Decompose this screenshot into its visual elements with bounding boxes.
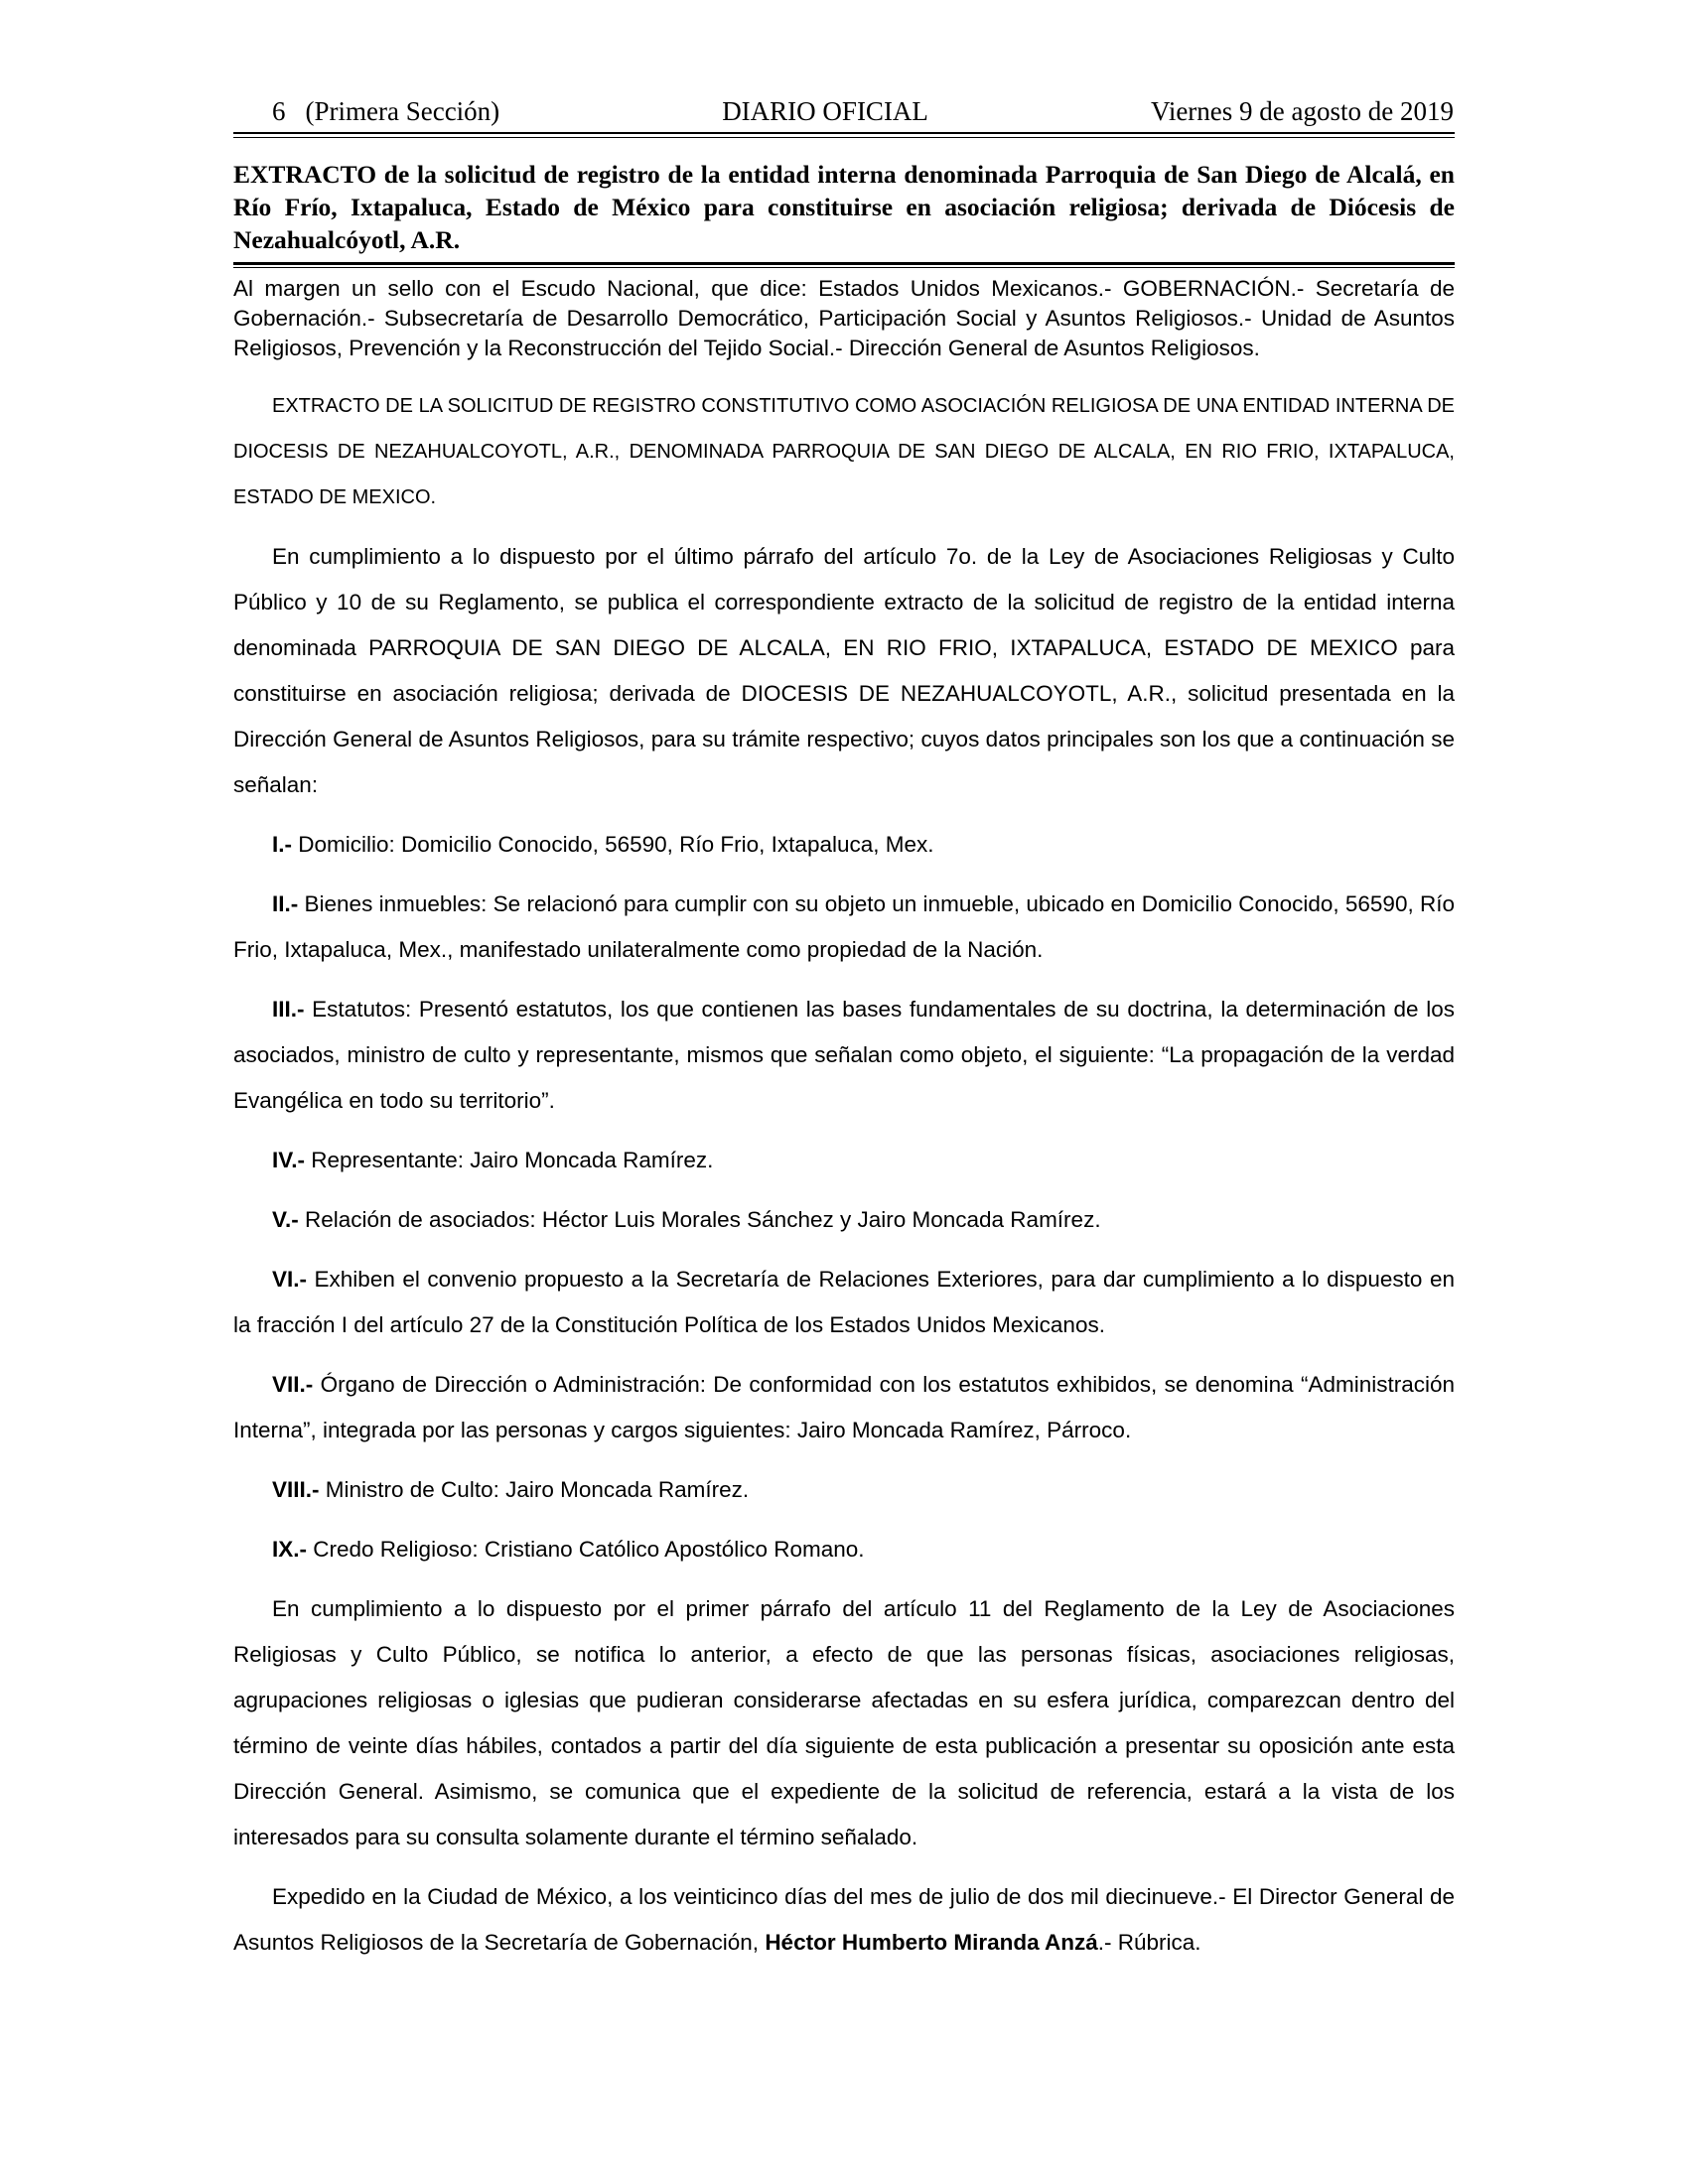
- document-page: [233, 94, 1455, 1966]
- item-number: I.-: [272, 832, 292, 857]
- section-label: (Primera Sección): [305, 96, 500, 126]
- signature-closing: .- Rúbrica.: [1097, 1930, 1201, 1955]
- item-number: VII.-: [272, 1372, 314, 1397]
- item-number: IX.-: [272, 1537, 308, 1562]
- item-number: III.-: [272, 997, 305, 1022]
- item-text: Bienes inmuebles: Se relacionó para cumplir con su objeto un inmueble, ubicado en Domicilio Conocido, 56590, Río Frio, Ixtapaluca, Mex., manifestado unilateralmente como propiedad de la Nación.: [233, 891, 1455, 962]
- list-item: [233, 1527, 1455, 1572]
- item-text: Estatutos: Presentó estatutos, los que contienen las bases fundamentales de su doctrina, la determinación de los asociados, ministro de culto y representante, mismos que señalan como objeto, el siguiente: “La propagación de la verdad Evangélica en todo su territorio”.: [233, 997, 1455, 1113]
- list-item: [233, 822, 1455, 868]
- page-number: 6: [272, 96, 286, 126]
- item-text: Órgano de Dirección o Administración: De conformidad con los estatutos exhibidos, se denomina “Administración Interna”, integrada por las personas y cargos siguientes: Jairo Moncada Ramírez, Párroco.: [233, 1372, 1455, 1442]
- list-item: [233, 1362, 1455, 1453]
- item-number: II.-: [272, 891, 299, 916]
- item-text: Ministro de Culto: Jairo Moncada Ramírez.: [319, 1477, 750, 1502]
- list-item: [233, 987, 1455, 1124]
- item-text: Relación de asociados: Héctor Luis Morales Sánchez y Jairo Moncada Ramírez.: [298, 1207, 1101, 1232]
- signature-paragraph: [233, 1874, 1455, 1966]
- item-text: Exhiben el convenio propuesto a la Secretaría de Relaciones Exteriores, para dar cumplimiento a lo dispuesto en la fracción I del artículo 27 de la Constitución Política de los Estados Unidos Mexicanos.: [233, 1267, 1455, 1337]
- page-header: [233, 94, 1454, 132]
- list-item: [233, 882, 1455, 973]
- publication-date: Viernes 9 de agosto de 2019: [1150, 96, 1454, 126]
- list-item: [233, 1197, 1455, 1243]
- document-title: EXTRACTO de la solicitud de registro de la entidad interna denominada Parroquia de San Diego de Alcalá, en Río Frío, Ixtapaluca, Estado de México para constituirse en asociación religiosa; derivada de Diócesis de Nezahualcóyotl, A.R.: [233, 160, 1455, 254]
- item-text: Credo Religioso: Cristiano Católico Apostólico Romano.: [307, 1537, 865, 1562]
- signature-text: Expedido en la Ciudad de México, a los veinticinco días del mes de julio de dos mil diecinueve.- El Director General de Asuntos Religiosos de la Secretaría de Gobernación,: [233, 1884, 1455, 1955]
- intro-paragraph: En cumplimiento a lo dispuesto por el último párrafo del artículo 7o. de la Ley de Asociaciones Religiosas y Culto Público y 10 de su Reglamento, se publica el correspondiente extracto de la solicitud de registro de la entidad interna denominada PARROQUIA DE SAN DIEGO DE ALCALA, EN RIO FRIO, IXTAPALUCA, ESTADO DE MEXICO para constituirse en asociación religiosa; derivada de DIOCESIS DE NEZAHUALCOYOTL, A.R., solicitud presentada en la Dirección General de Asuntos Religiosos, para su trámite respectivo; cuyos datos principales son los que a continuación se señalan:: [233, 544, 1455, 797]
- items-list: [233, 822, 1455, 1572]
- item-number: V.-: [272, 1207, 299, 1232]
- list-item: [233, 1257, 1455, 1348]
- header-rule: [233, 132, 1455, 138]
- signer-name: Héctor Humberto Miranda Anzá: [765, 1930, 1098, 1955]
- item-number: IV.-: [272, 1148, 305, 1172]
- closing-paragraph: En cumplimiento a lo dispuesto por el primer párrafo del artículo 11 del Reglamento de la Ley de Asociaciones Religiosas y Culto Público, se notifica lo anterior, a efecto de que las personas físicas, asociaciones religiosas, agrupaciones religiosas o iglesias que pudieran considerarse afectadas en su esfera jurídica, comparezcan dentro del término de veinte días hábiles, contados a partir del día siguiente de esta publicación a presentar su oposición ante esta Dirección General. Asimismo, se comunica que el expediente de la solicitud de referencia, estará a la vista de los interesados para su consulta solamente durante el término señalado.: [233, 1596, 1455, 1849]
- item-number: VI.-: [272, 1267, 308, 1292]
- item-text: Domicilio: Domicilio Conocido, 56590, Río Frio, Ixtapaluca, Mex.: [292, 832, 934, 857]
- title-rule: [233, 262, 1455, 268]
- margin-note: Al margen un sello con el Escudo Nacional, que dice: Estados Unidos Mexicanos.- GOBERNACIÓN.- Secretaría de Gobernación.- Subsecretaría de Desarrollo Democrático, Participación Social y Asuntos Religiosos.- Unidad de Asuntos Religiosos, Prevención y la Reconstrucción del Tejido Social.- Dirección General de Asuntos Religiosos.: [233, 276, 1455, 360]
- item-text: Representante: Jairo Moncada Ramírez.: [304, 1148, 714, 1172]
- list-item: [233, 1467, 1455, 1513]
- header-left: [272, 94, 499, 128]
- publication-name: DIARIO OFICIAL: [722, 96, 928, 126]
- item-number: VIII.-: [272, 1477, 320, 1502]
- extract-heading: EXTRACTO DE LA SOLICITUD DE REGISTRO CONSTITUTIVO COMO ASOCIACIÓN RELIGIOSA DE UNA ENTIDAD INTERNA DE DIOCESIS DE NEZAHUALCOYOTL, A.R., DENOMINADA PARROQUIA DE SAN DIEGO DE ALCALA, EN RIO FRIO, IXTAPALUCA, ESTADO DE MEXICO.: [233, 395, 1455, 508]
- list-item: [233, 1138, 1455, 1183]
